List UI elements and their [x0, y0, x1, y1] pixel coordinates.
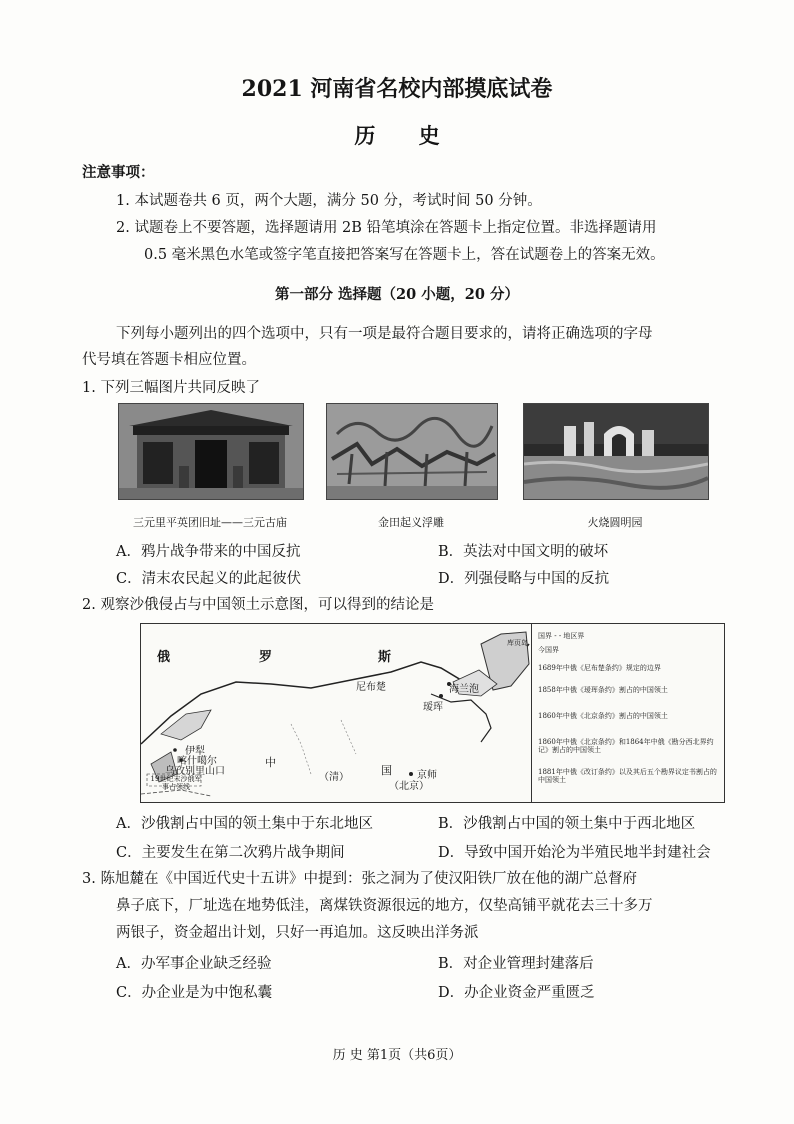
temple-image [119, 404, 303, 499]
subject-title: 历 史 [354, 123, 458, 148]
legend-row-current-border: 今国界 [538, 646, 559, 654]
q1-stem: 1. 下列三幅图片共同反映了 [82, 380, 260, 396]
q2-stem: 2. 观察沙俄侵占与中国领土示意图，可以得到的结论是 [82, 597, 434, 613]
map-legend [531, 624, 725, 802]
q2-option-c[interactable]: C．主要发生在第二次鸦片战争期间 [116, 845, 345, 861]
legend-row-revised-treaty: 1881年中俄《改订条约》以及其后五个勘界议定书割占的中国领土 [538, 768, 717, 784]
legend-row-beijing-treaty: 1860年中俄《北京条约》割占的中国领土 [538, 712, 668, 720]
q2-option-d[interactable]: D．导致中国开始沦为半殖民地半封建社会 [438, 845, 711, 861]
russia-china-map [140, 623, 725, 803]
map-label-guo: 国 [381, 764, 392, 777]
photo-sanyuanli-temple [118, 403, 304, 500]
q3-option-c[interactable]: C．办企业是为中饱私囊 [116, 985, 273, 1001]
map-label-luo: 罗 [259, 650, 273, 665]
q2-option-b[interactable]: B．沙俄割占中国的领土集中于西北地区 [438, 816, 696, 832]
caption-yuanmingyuan: 火烧圆明园 [587, 516, 643, 529]
notice-item-2: 2. 试题卷上不要答题，选择题请用 2B 铅笔填涂在答题卡上指定位置。非选择题请用 [116, 220, 657, 236]
part1-intro-line1: 下列每小题列出的四个选项中，只有一项是最符合题目要求的，请将正确选项的字母 [116, 326, 653, 342]
relief-image [327, 404, 497, 499]
map-label-kuye: 库页岛 [507, 639, 528, 647]
caption-jintian: 金田起义浮雕 [378, 516, 444, 529]
q1-option-b[interactable]: B．英法对中国文明的破坏 [438, 544, 609, 560]
map-label-kashgar: 喀什噶尔 [177, 756, 217, 767]
ruins-image [524, 404, 708, 499]
q3-line3: 两银子，资金超出计划，只好一再追加。这反映出洋务派 [116, 925, 479, 941]
page-footer: 历 史 第1页（共6页） [332, 1048, 462, 1063]
map-label-si: 斯 [378, 650, 392, 665]
q1-option-d[interactable]: D．列强侵略与中国的反抗 [438, 571, 610, 587]
map-label-wuzi: 乌孜别里山口 [165, 766, 225, 777]
map-label-e: 俄 [157, 650, 171, 665]
map-label-jingshi: 京师 [417, 770, 437, 781]
notice-item-2-cont: 0.5 毫米黑色水笔或签字笔直接把答案写在答题卡上，答在试题卷上的答案无效。 [144, 247, 665, 263]
q1-option-c[interactable]: C．清末农民起义的此起彼伏 [116, 571, 302, 587]
q3-option-d[interactable]: D．办企业资金严重匮乏 [438, 985, 595, 1001]
notice-heading: 注意事项： [82, 164, 155, 181]
photo-yuanmingyuan [523, 403, 709, 500]
legend-row-border: 国界 - - 地区界 [538, 632, 585, 640]
map-label-beijing: （北京） [389, 781, 429, 792]
legend-row-aigun: 1858年中俄《瑷珲条约》割占的中国领土 [538, 686, 668, 694]
map-label-zhong: 中 [265, 756, 276, 769]
q3-line1: 3. 陈旭麓在《中国近代史十五讲》中提到：张之洞为了使汉阳铁厂放在他的湖广总督府 [82, 871, 637, 887]
map-label-qing: （清） [319, 772, 349, 783]
map-label-yili: 伊犁 [185, 746, 205, 757]
notice-item-1: 1. 本试题卷共 6 页，两个大题，满分 50 分，考试时间 50 分钟。 [116, 193, 542, 209]
legend-row-northwest-treaty: 1860年中俄《北京条约》和1864年中俄《勘分西北界约记》割占的中国领土 [538, 738, 714, 754]
part1-heading: 第一部分 选择题（20 小题，20 分） [275, 286, 519, 303]
q3-option-a[interactable]: A．办军事企业缺乏经验 [116, 956, 272, 972]
q1-option-a[interactable]: A．鸦片战争带来的中国反抗 [116, 544, 301, 560]
part1-intro-line2: 代号填在答题卡相应位置。 [82, 352, 256, 368]
q3-option-b[interactable]: B．对企业管理封建落后 [438, 956, 594, 972]
q3-line2: 鼻子底下，厂址选在地势低洼，离煤铁资源很远的地方，仅垫高铺平就花去三十多万 [116, 898, 653, 914]
exam-title: 2021 河南省名校内部摸底试卷 [241, 76, 553, 102]
map-label-hailanpao: 海兰泡 [449, 684, 479, 695]
photo-jintian-relief [326, 403, 498, 500]
legend-row-nerchinsk: 1689年中俄《尼布楚条约》规定的边界 [538, 664, 661, 672]
map-label-aihui: 瑷珲 [423, 702, 443, 713]
map-label-nibuchu: 尼布楚 [356, 682, 386, 693]
caption-sanyuanli: 三元里平英团旧址——三元古庙 [133, 516, 287, 529]
map-label-occupation-line: 19世纪末沙俄军事占领线 [150, 775, 202, 791]
q2-option-a[interactable]: A．沙俄割占中国的领土集中于东北地区 [116, 816, 373, 832]
